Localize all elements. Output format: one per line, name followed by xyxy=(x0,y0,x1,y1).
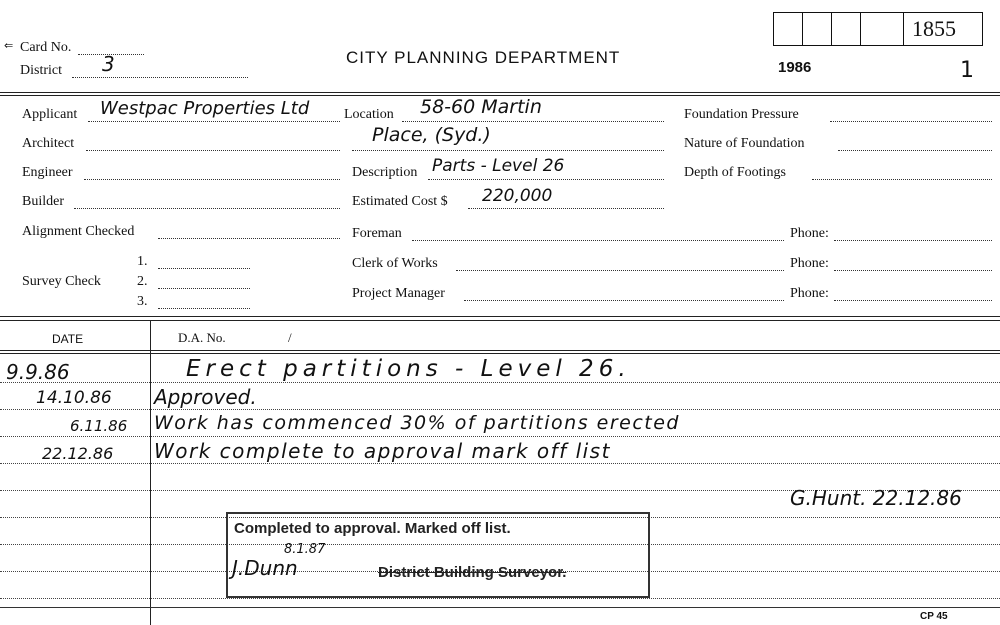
location-line xyxy=(402,121,664,122)
location-label: Location xyxy=(344,107,394,122)
location-value-2: Place, (Syd.) xyxy=(372,124,491,146)
depth-line xyxy=(812,179,992,180)
clerk-phone-line xyxy=(834,270,992,271)
card-no-label: Card No. xyxy=(20,40,72,55)
architect-line xyxy=(86,150,340,151)
foreman-phone-label: Phone: xyxy=(790,226,829,241)
alignment-label: Alignment Checked xyxy=(22,224,135,239)
approval-stamp xyxy=(226,512,650,598)
estimated-cost-label: Estimated Cost $ xyxy=(352,194,448,209)
builder-label: Builder xyxy=(22,194,64,209)
card-marker-icon: ⇐ xyxy=(4,40,14,52)
signoff: G.Hunt. 22.12.86 xyxy=(790,486,962,510)
location-value-1: 58-60 Martin xyxy=(420,96,542,118)
log-row-line xyxy=(0,436,1000,437)
log-entry-date: 6.11.86 xyxy=(70,417,128,435)
card-number: 1855 xyxy=(912,16,956,41)
survey-line-2 xyxy=(158,288,250,289)
number-box xyxy=(831,12,861,46)
da-value: / xyxy=(288,330,292,345)
description-line xyxy=(428,179,664,180)
log-entry-text: Work has commenced 30% of partitions erected xyxy=(154,412,680,434)
estimated-cost-line xyxy=(468,208,664,209)
log-entry-date: 14.10.86 xyxy=(36,388,112,408)
log-row-line xyxy=(0,598,1000,599)
nature-foundation-line xyxy=(838,150,992,151)
district-label: District xyxy=(20,63,62,78)
survey-item-2: 2. xyxy=(137,274,148,289)
pm-phone-line xyxy=(834,300,992,301)
number-box xyxy=(802,12,832,46)
date-header: DATE xyxy=(52,332,84,346)
alignment-line xyxy=(158,238,340,239)
year: 1986 xyxy=(778,59,812,76)
clerk-label: Clerk of Works xyxy=(352,256,438,271)
foreman-phone-line xyxy=(834,240,992,241)
description-value: Parts - Level 26 xyxy=(432,156,565,176)
survey-line-1 xyxy=(158,268,250,269)
applicant-line xyxy=(88,121,340,122)
engineer-line xyxy=(84,179,340,180)
number-box xyxy=(860,12,904,46)
log-entry-text: Erect partitions - Level 26. xyxy=(186,356,631,382)
log-entry-date: 9.9.86 xyxy=(6,360,70,384)
estimated-cost-value: 220,000 xyxy=(482,186,553,206)
nature-foundation-label: Nature of Foundation xyxy=(684,136,805,151)
log-row-line xyxy=(0,382,1000,383)
foreman-line xyxy=(412,240,784,241)
survey-item-1: 1. xyxy=(137,254,148,269)
card-number-box xyxy=(903,12,983,46)
number-box xyxy=(773,12,803,46)
clerk-line xyxy=(456,270,784,271)
stamp-date: 8.1.87 xyxy=(284,542,326,557)
footer-rule xyxy=(0,607,1000,608)
foreman-label: Foreman xyxy=(352,226,402,241)
log-header-rule-2 xyxy=(0,353,1000,354)
foundation-pressure-line xyxy=(830,121,992,122)
pm-line xyxy=(464,300,784,301)
depth-label: Depth of Footings xyxy=(684,165,786,180)
survey-line-3 xyxy=(158,308,250,309)
log-row-line xyxy=(0,463,1000,464)
da-header: D.A. No. xyxy=(178,330,226,345)
log-entry-date: 22.12.86 xyxy=(42,444,114,463)
location-line-2 xyxy=(352,150,664,151)
survey-label: Survey Check xyxy=(22,274,101,289)
log-entry-text: Approved. xyxy=(154,385,257,409)
form-code: CP 45 xyxy=(920,611,948,622)
department-title: CITY PLANNING DEPARTMENT xyxy=(346,48,621,67)
applicant-value: Westpac Properties Ltd xyxy=(100,98,310,119)
engineer-label: Engineer xyxy=(22,165,73,180)
sheet-number: 1 xyxy=(960,58,974,83)
log-entry-text: Work complete to approval mark off list xyxy=(154,439,611,463)
log-row-line xyxy=(0,409,1000,410)
foundation-pressure-label: Foundation Pressure xyxy=(684,107,799,122)
log-header-rule xyxy=(0,350,1000,351)
survey-item-3: 3. xyxy=(137,294,148,309)
architect-label: Architect xyxy=(22,136,75,151)
pm-label: Project Manager xyxy=(352,286,445,301)
header-rule xyxy=(0,92,1000,93)
applicant-label: Applicant xyxy=(22,107,78,122)
description-label: Description xyxy=(352,165,418,180)
district-line xyxy=(72,77,248,78)
log-rule-top xyxy=(0,316,1000,317)
clerk-phone-label: Phone: xyxy=(790,256,829,271)
district-value: 3 xyxy=(102,52,115,76)
builder-line xyxy=(74,208,340,209)
pm-phone-label: Phone: xyxy=(790,286,829,301)
stamp-line-2: District Building Surveyor. xyxy=(378,564,567,581)
date-column-divider xyxy=(150,321,151,625)
stamp-line-1: Completed to approval. Marked off list. xyxy=(234,520,511,537)
stamp-signature: J.Dunn xyxy=(232,556,298,580)
